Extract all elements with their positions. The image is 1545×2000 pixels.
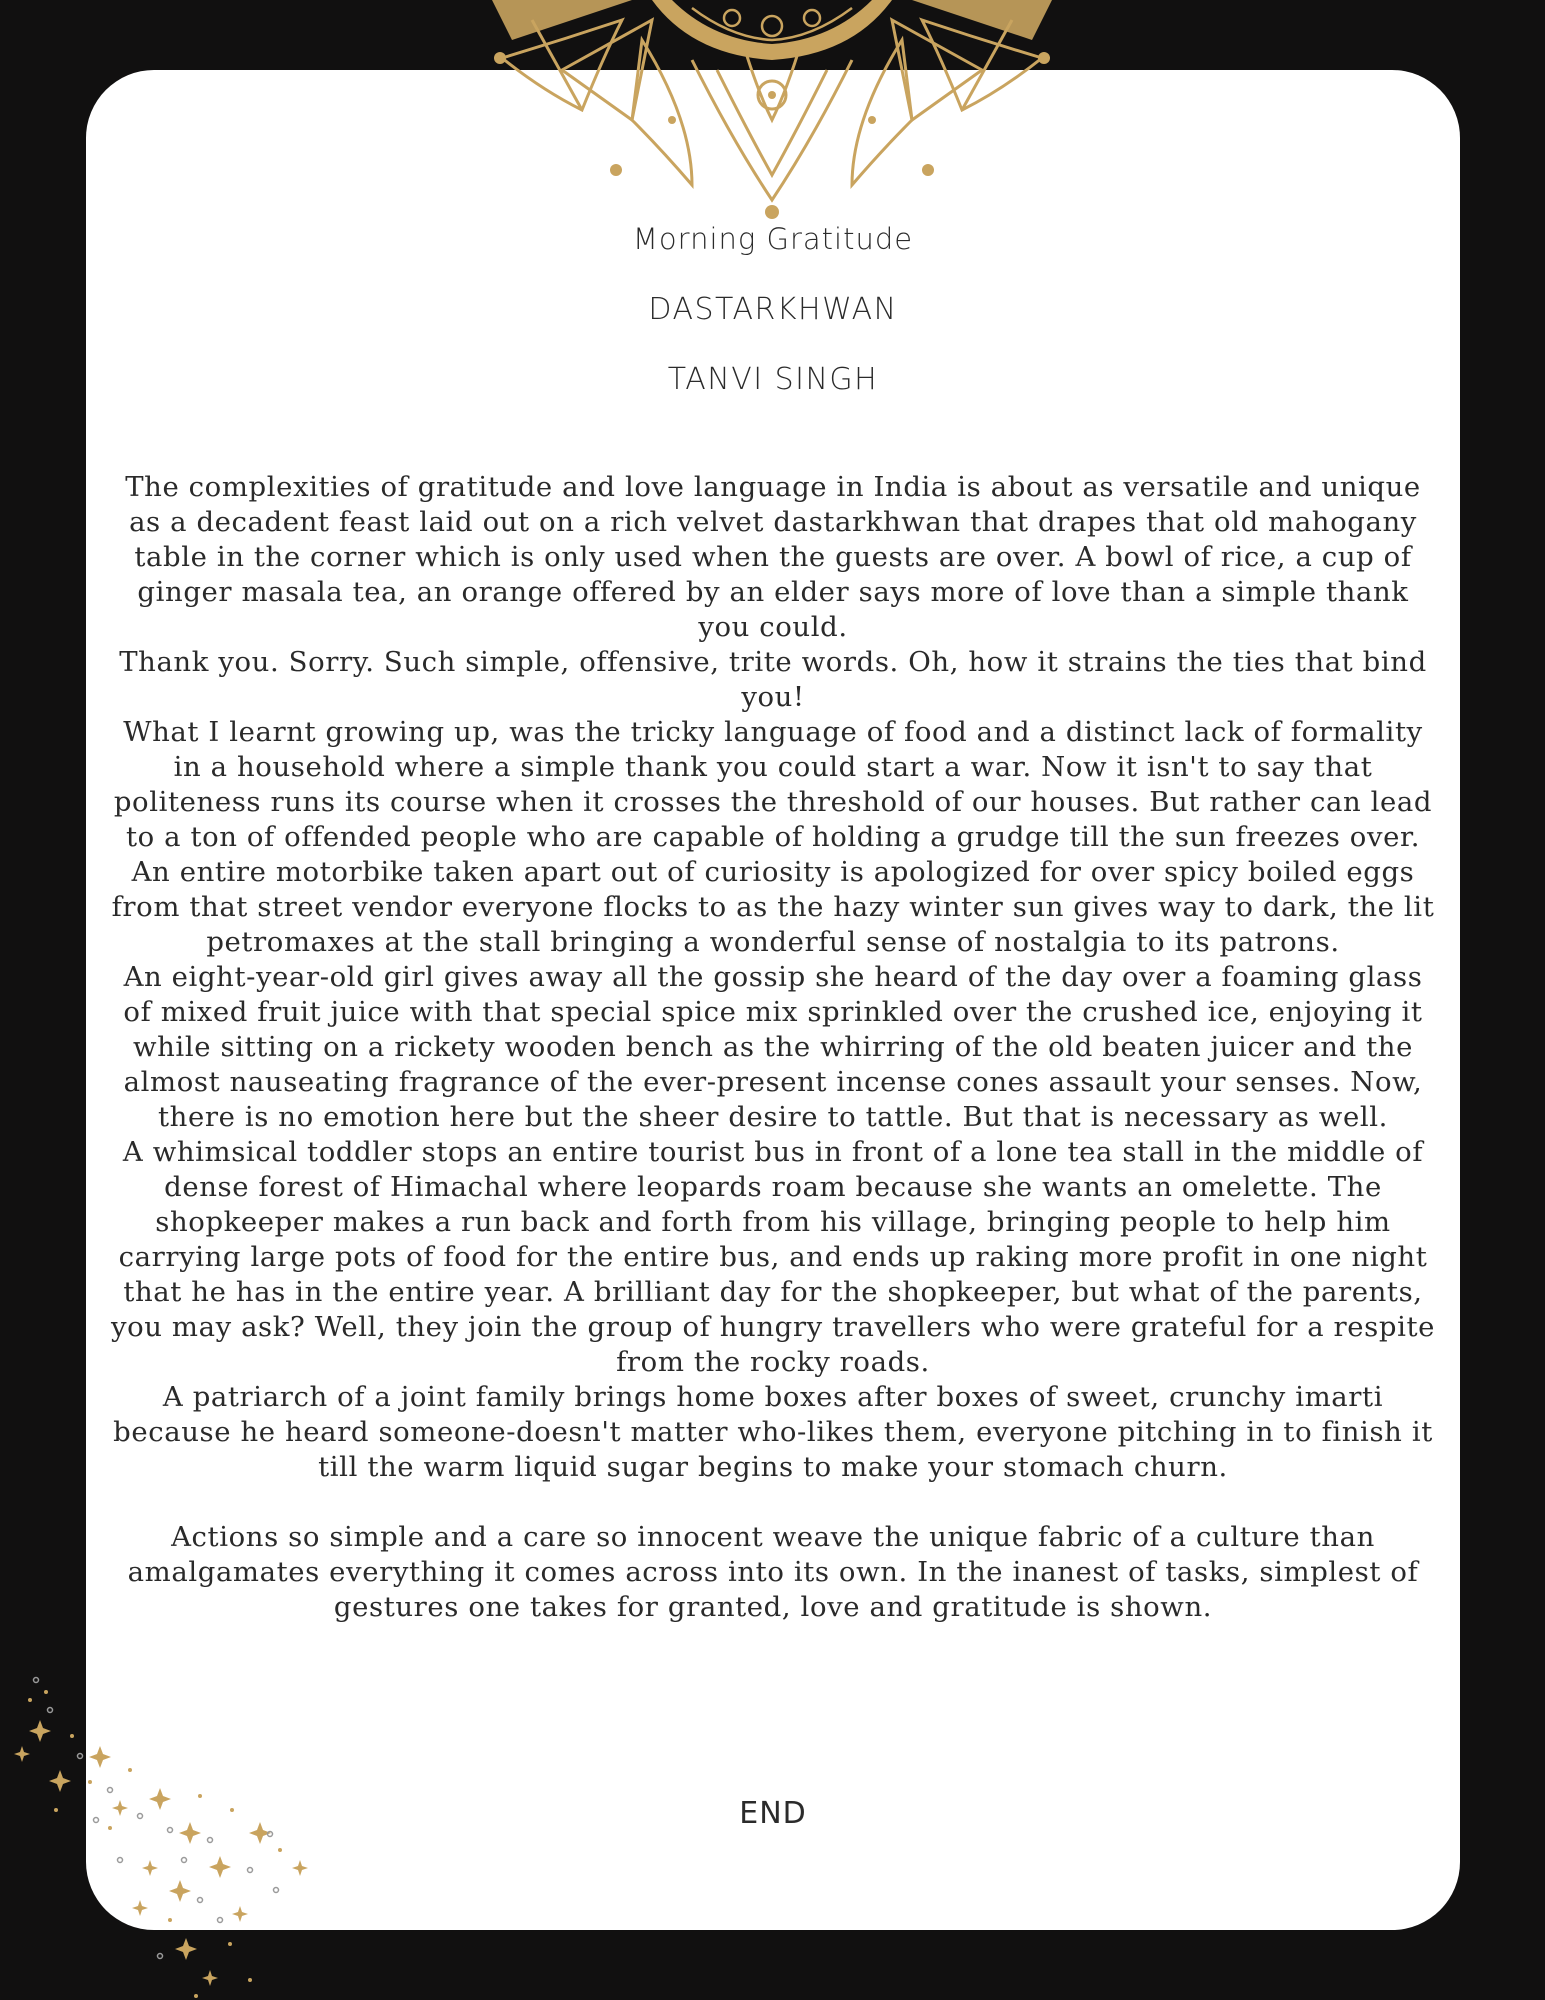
mandala-ornament [492, 0, 1052, 222]
paragraph: A patriarch of a joint family brings home boxes after boxes of sweet, crunchy imarti because he heard someone-doesn't matter who-likes them, everyone pitching in to finish it till the warm liquid sugar begins to make your stomach churn. [113, 1381, 1433, 1483]
page-title: Morning Gratitude [632, 222, 914, 256]
column-name: DASTARKHWAN [648, 292, 898, 327]
paragraph: An entire motorbike taken apart out of curiosity is apologized for over spicy boiled eggs from that street vendor everyone flocks to as the hazy winter sun gives way to dark, the lit petromaxes at the stall bringing a wonderful sense of nostalgia to its patrons. [111, 856, 1435, 958]
gold-sparkles [0, 1560, 340, 2000]
end-marker: END [739, 1796, 807, 1831]
paragraph: Thank you. Sorry. Such simple, offensive, trite words. Oh, how it strains the ties that bind you! [119, 646, 1427, 713]
paragraph: An eight-year-old girl gives away all the gossip she heard of the day over a foaming glass of mixed fruit juice with that special spice mix sprinkled over the crushed ice, enjoying it while sitting on a rickety wooden bench as the whirring of the old beaten juicer and the almost nauseating fragrance of the ever-present incense cones assault your senses. Now, there is no emotion here but the sheer desire to tattle. But that is necessary as well. [123, 961, 1423, 1133]
closing-paragraph: Actions so simple and a care so innocent weave the unique fabric of a culture than amalgamates everything it comes across into its own. In the inanest of tasks, simplest of gestures one takes for granted, love and gratitude is shown. [127, 1521, 1419, 1623]
paragraph: A whimsical toddler stops an entire tourist bus in front of a lone tea stall in the middle of dense forest of Himachal where leopards roam because she wants an omelette. The shopkeeper makes a run back and forth from his village, bringing people to help him carrying large pots of food for the entire bus, and ends up raking more profit in one night that he has in the entire year. A brilliant day for the shopkeeper, but what of the parents, you may ask? Well, they join the group of hungry travellers who were grateful for a respite from the rocky roads. [110, 1136, 1436, 1378]
paragraph: What I learnt growing up, was the tricky language of food and a distinct lack of formality in a household where a simple thank you could start a war. Now it isn't to say that politeness runs its course when it crosses the threshold of our houses. But rather can lead to a ton of offended people who are capable of holding a grudge till the sun freezes over. [113, 716, 1433, 853]
paragraph: The complexities of gratitude and love language in India is about as versatile and unique as a decadent feast laid out on a rich velvet dastarkhwan that drapes that old mahogany table in the corner which is only used when the guests are over. A bowl of rice, a cup of ginger masala tea, an orange offered by an elder says more of love than a simple thank you could. [125, 471, 1421, 643]
author-name: TANVI SINGH [667, 362, 879, 397]
essay-body [110, 470, 1436, 1625]
